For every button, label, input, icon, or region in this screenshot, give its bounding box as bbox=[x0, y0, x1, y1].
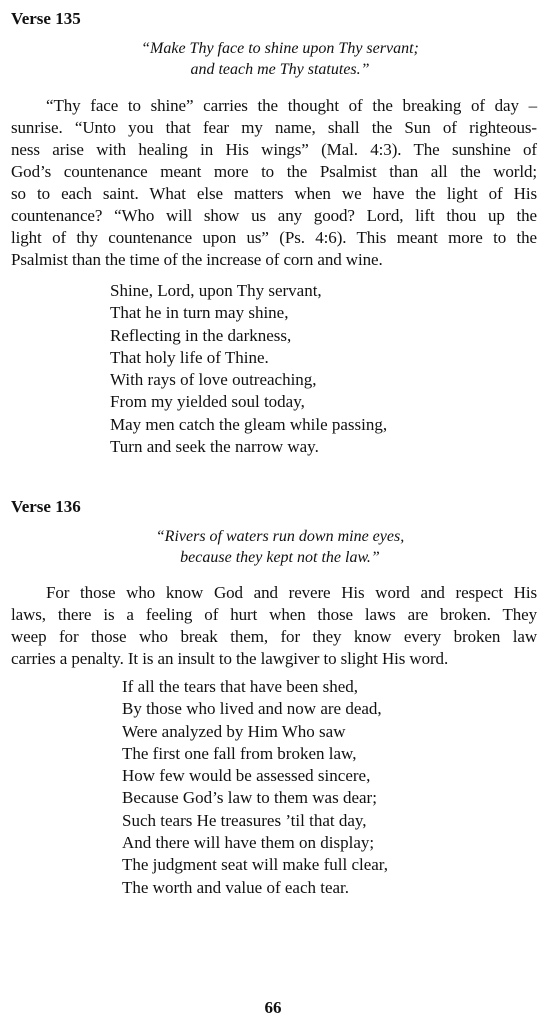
paragraph-line: carries a penalty. It is an insult to the lawgiver to slight His word. bbox=[11, 649, 449, 668]
paragraph-line: countenance? “Who will show us any good? Lord, lift thou up the bbox=[11, 206, 537, 225]
poem-line: The judgment seat will make full clear, bbox=[122, 855, 389, 875]
poem-line: Shine, Lord, upon Thy servant, bbox=[110, 281, 322, 300]
verse-135-quote-line: and teach me Thy statutes.” bbox=[190, 61, 370, 78]
poem-line: From my yielded soul today, bbox=[110, 392, 305, 412]
poem-line: Such tears He treasures ’til that day, bbox=[122, 810, 367, 830]
verse-135-quote bbox=[60, 38, 500, 80]
verse-136-quote bbox=[60, 526, 500, 568]
verse-135-poem bbox=[110, 280, 387, 458]
verse-136-poem bbox=[122, 676, 388, 899]
verse-136-heading: Verse 136 bbox=[11, 497, 81, 516]
verse-135-quote-line: “Make Thy face to shine upon Thy servant; bbox=[141, 40, 419, 57]
poem-line: Because God’s law to them was dear; bbox=[122, 788, 377, 808]
paragraph-line: sunrise. “Unto you that fear my name, shall the Sun of righteous- bbox=[11, 118, 537, 137]
verse-135-heading: Verse 135 bbox=[11, 9, 81, 28]
poem-line: With rays of love outreaching, bbox=[110, 370, 317, 390]
poem-line: The first one fall from broken law, bbox=[122, 743, 357, 763]
page-number: 66 bbox=[264, 998, 282, 1017]
paragraph-line: God’s countenance meant more to the Psalmist than all the world; bbox=[11, 162, 537, 181]
poem-line: That holy life of Thine. bbox=[110, 347, 269, 367]
poem-line: Were analyzed by Him Who saw bbox=[122, 721, 346, 741]
poem-line: The worth and value of each tear. bbox=[122, 877, 350, 897]
poem-line: How few would be assessed sincere, bbox=[122, 766, 371, 786]
poem-line: May men catch the gleam while passing, bbox=[110, 414, 388, 434]
poem-line: By those who lived and now are dead, bbox=[122, 699, 382, 719]
paragraph-line: Psalmist than the time of the increase of corn and wine. bbox=[11, 250, 383, 269]
paragraph-line: “Thy face to shine” carries the thought of the breaking of day – bbox=[46, 96, 537, 115]
paragraph-line: weep for those who break them, for they know every broken law bbox=[11, 627, 537, 646]
paragraph-line: light of thy countenance upon us” (Ps. 4:6). This meant more to the bbox=[11, 228, 537, 247]
poem-line: Reflecting in the darkness, bbox=[110, 325, 292, 345]
poem-line: And there will have them on display; bbox=[122, 833, 375, 853]
verse-135-paragraph bbox=[11, 95, 537, 271]
poem-line: If all the tears that have been shed, bbox=[122, 677, 359, 696]
verse-136-quote-line: because they kept not the law.” bbox=[180, 549, 380, 566]
verse-136-quote-line: “Rivers of waters run down mine eyes, bbox=[155, 528, 405, 545]
verse-136-paragraph bbox=[11, 582, 537, 670]
paragraph-line: laws, there is a feeling of hurt when those laws are broken. They bbox=[11, 605, 537, 624]
paragraph-line: so to each saint. What else matters when we have the light of His bbox=[11, 184, 537, 203]
paragraph-line: ness arise with healing in His wings” (Mal. 4:3). The sunshine of bbox=[11, 140, 537, 159]
paragraph-line: For those who know God and revere His word and respect His bbox=[46, 583, 537, 602]
poem-line: That he in turn may shine, bbox=[110, 303, 289, 323]
poem-line: Turn and seek the narrow way. bbox=[110, 437, 319, 457]
